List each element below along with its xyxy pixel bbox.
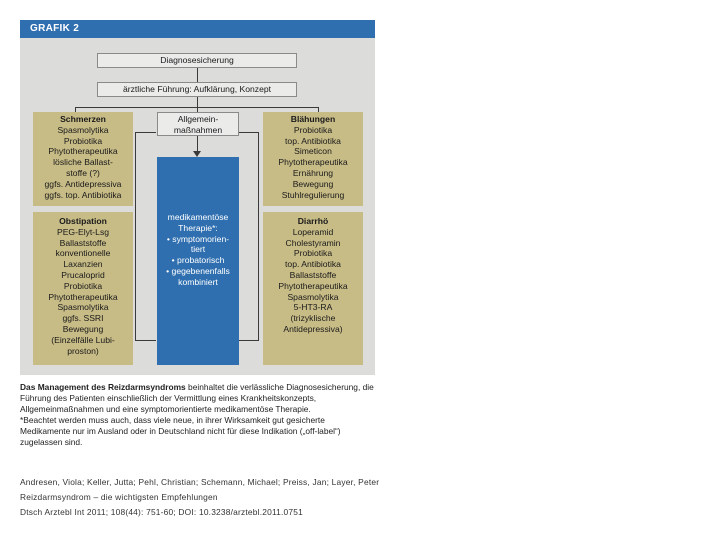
allgemein-box: [157, 112, 239, 136]
obstipation-item: Spasmolytika: [57, 302, 109, 313]
diarrhoe-box: [263, 212, 363, 365]
diarrhoe-item: 5-HT3-RA: [293, 302, 333, 313]
blaehungen-item: Phytotherapeutika: [278, 157, 348, 168]
diarrhoe-item: (trizyklische: [290, 313, 336, 324]
medikamentoes-item: • symptomorien-: [166, 233, 230, 244]
caption-main: [20, 382, 375, 415]
allgemein-line: Allgemein-: [177, 114, 219, 124]
diarrhoe-item: Spasmolytika: [287, 291, 339, 302]
diarrhoe-item: Probiotika: [293, 248, 333, 259]
guidance-label: ärztliche Führung: Aufklärung, Konzept: [122, 84, 272, 94]
schmerzen-item: Probiotika: [63, 135, 103, 146]
obstipation-title: Obstipation: [59, 216, 107, 226]
caption-bold: Das Management des Reizdarmsyndroms: [20, 382, 186, 392]
schmerzen-item: ggfs. Antidepressiva: [44, 178, 122, 189]
connector-diagnosis-guidance: [197, 68, 198, 82]
blaehungen-item: top. Antibiotika: [285, 135, 341, 146]
obstipation-box: [33, 212, 133, 365]
diagnosis-label: Diagnosesicherung: [160, 55, 234, 65]
diarrhoe-item: Cholestyramin: [285, 237, 341, 248]
medikamentoes-item: Therapie*:: [178, 222, 218, 233]
allgemein-line: maßnahmen: [173, 124, 223, 135]
blaehungen-item: Ernährung: [292, 167, 334, 178]
medikamentoes-item: kombiniert: [178, 276, 218, 287]
blaehungen-item: Bewegung: [292, 178, 334, 189]
connector-guidance-down: [197, 97, 198, 107]
diarrhoe-item: Phytotherapeutika: [278, 280, 348, 291]
diagram-figure: [20, 20, 375, 375]
citation-title: Reizdarmsyndrom – die wichtigsten Empfehlungen: [20, 492, 218, 502]
blaehungen-item: Simeticon: [294, 146, 332, 157]
connector-right-top: [239, 132, 259, 133]
diarrhoe-item: Antidepressiva): [283, 323, 343, 334]
diarrhoe-title: Diarrhö: [297, 216, 329, 226]
obstipation-item: Probiotika: [63, 280, 103, 291]
schmerzen-item: Spasmolytika: [57, 124, 109, 135]
medikamentoes-item: • probatorisch: [171, 255, 225, 266]
obstipation-item: proston): [67, 345, 99, 356]
blaehungen-box: [263, 112, 363, 206]
obstipation-item: Ballaststoffe: [59, 237, 107, 248]
obstipation-item: konventionelle: [55, 248, 111, 259]
caption-text: beinhaltet die verlässliche Diagnosesicherung, die Führung des Patienten einschließlich der Vermittlung eines Krankheitskonzepts, Allgemeinmaßnahmen und eine symptomorientierte medikamentöse Therapie.: [20, 382, 374, 414]
medikamentoes-box: [157, 157, 239, 365]
diarrhoe-item: Loperamid: [292, 226, 334, 237]
diarrhoe-item: top. Antibiotika: [285, 259, 341, 270]
medikamentoes-item: • gegebenenfalls: [166, 265, 230, 276]
citation-authors: Andresen, Viola; Keller, Jutta; Pehl, Christian; Schemann, Michael; Preiss, Jan; Layer, Peter: [20, 477, 380, 487]
blaehungen-item: Stuhlregulierung: [281, 189, 345, 200]
blaehungen-item: Probiotika: [293, 124, 333, 135]
guidance-box: [97, 82, 297, 97]
schmerzen-item: stoffe (?): [66, 167, 100, 178]
obstipation-item: ggfs. SSRI: [62, 313, 104, 324]
connector-left-bottom: [135, 340, 156, 341]
schmerzen-title: Schmerzen: [60, 114, 106, 124]
figure-caption: [20, 382, 375, 447]
obstipation-item: Bewegung: [62, 323, 104, 334]
obstipation-item: Laxanzien: [63, 259, 103, 270]
obstipation-item: Prucaloprid: [61, 269, 105, 280]
schmerzen-box: [33, 112, 133, 206]
connector-right-column: [258, 132, 259, 340]
diagnosis-box: [97, 53, 297, 68]
schmerzen-item: lösliche Ballast-: [53, 157, 113, 168]
connector-left-column: [135, 132, 136, 340]
connector-right-bottom: [239, 340, 259, 341]
citation-journal: Dtsch Arztebl Int 2011; 108(44): 751-60; DOI: 10.3238/arztebl.2011.0751: [20, 507, 303, 517]
figure-header: [20, 20, 375, 38]
obstipation-item: Phytotherapeutika: [48, 291, 118, 302]
obstipation-item: (Einzelfälle Lubi-: [51, 334, 115, 345]
figure-label: GRAFIK 2: [30, 23, 80, 34]
diarrhoe-item: Ballaststoffe: [289, 269, 337, 280]
medikamentoes-item: tiert: [190, 244, 206, 255]
medikamentoes-title: medikamentöse: [167, 212, 229, 222]
caption-footnote: *Beachtet werden muss auch, dass viele neue, in ihrer Wirksamkeit gut gesicherte Medikamente nur im Ausland oder in Deutschland nicht für diese Indikation („off-label“) zugelassen sind.: [20, 414, 341, 447]
schmerzen-item: ggfs. top. Antibiotika: [44, 189, 122, 200]
schmerzen-item: Phytotherapeutika: [48, 146, 118, 157]
blaehungen-title: Blähungen: [290, 114, 336, 124]
obstipation-item: PEG-Elyt-Lsg: [56, 226, 110, 237]
connector-left-top: [135, 132, 156, 133]
